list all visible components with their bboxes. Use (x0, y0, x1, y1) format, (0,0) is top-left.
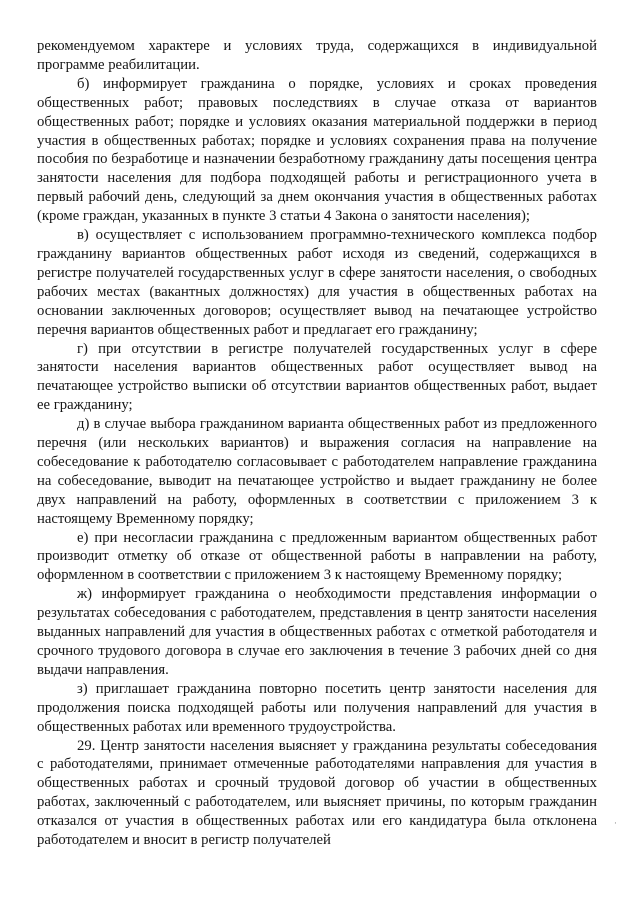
paragraph-section-29: 29. Центр занятости населения выясняет у гражданина результаты собеседования с работодателями, принимает отмеченные работодателями направления для участия в общественных работах и срочный трудовой договор об участии в общественных работах, заключенный с работодателем, или выясняет причины, по которым гражданин отказался от участия в общественных работах или его кандидатура была отклонена работодателем и вносит в регистр получателей (37, 737, 597, 849)
paragraph-item-g: г) при отсутствии в регистре получателей государственных услуг в сфере занятости населения вариантов общественных работ осуществляет вывод на печатающее устройство выписки об отсутствии вариантов общественных работ, выдает ее гражданину; (37, 340, 597, 414)
paragraph-item-zh: ж) информирует гражданина о необходимости представления информации о результатах собеседования с работодателем, представления в центр занятости населения выданных направлений для участия в общественных работах с отметкой работодателя и срочного трудового договора в случае его заключения в течение 3 рабочих дней со дня выдачи направления. (37, 586, 597, 678)
paragraph-continuation: рекомендуемом характере и условиях труда, содержащихся в индивидуальной программе реабилитации. (37, 38, 597, 73)
paragraph-item-z: з) приглашает гражданина повторно посетить центр занятости населения для продолжения поиска подходящей работы или получения направлений для участия в общественных работах или временного трудоустройства. (37, 680, 597, 735)
paragraph-item-v: в) осуществляет с использованием программно-технического комплекса подбор гражданину вариантов общественных работ исходя из сведений, содержащихся в регистре получателей государственных услуг в сфере занятости населения, о свободных рабочих местах (вакантных должностях) для участия в общественных работах на основании заключенных договоров; осуществляет вывод на печатающее устройство перечня вариантов общественных работ и предлагает его гражданину; (37, 227, 597, 338)
paragraph-item-e: е) при несогласии гражданина с предложенным вариантом общественных работ производит отметку об отказе от общественной работы в направлении на работу, оформленном в соответствии с приложением 3 к настоящему Временному порядку; (37, 529, 597, 584)
paragraph-item-d: д) в случае выбора гражданином варианта общественных работ из предложенного перечня (или нескольких вариантов) и выражения согласия на направление на собеседование к работодателю согласовывает с работодателем направление гражданина на собеседование, выводит на печатающее устройство и выдает гражданину не более двух направлений на работу, оформленных в соответствии с приложением 3 к настоящему Временному порядку; (37, 416, 597, 527)
paragraph-item-b: б) информирует гражданина о порядке, условиях и сроках проведения общественных работ; правовых последствиях в случае отказа от вариантов общественных работ; порядке и условиях оказания материальной поддержки в период участия в общественных работах; порядке и условиях сохранения права на получение пособия по безработице и назначении безработному гражданину даты посещения центра занятости населения для подбора подходящей работы и регистрационного учета в первый рабочий день, следующий за днем окончания участия в общественных работах (кроме граждан, указанных в пункте 3 статьи 4 Закона о занятости населения); (37, 75, 597, 225)
margin-mark: · (614, 819, 617, 829)
document-page (37, 37, 597, 850)
